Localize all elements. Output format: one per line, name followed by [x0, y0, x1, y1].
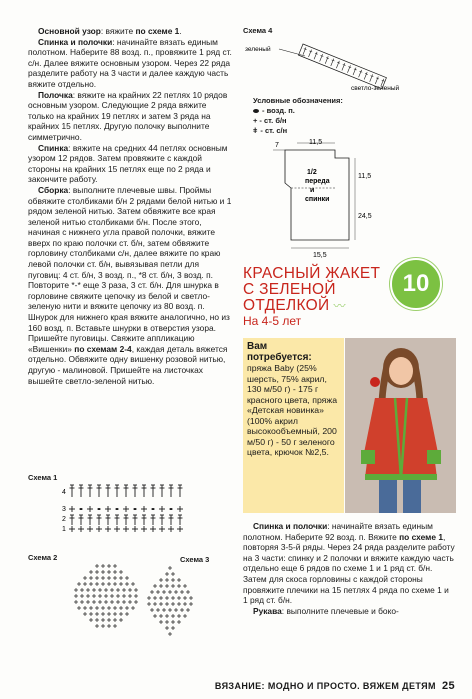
scheme-4-label: Схема 4	[243, 26, 273, 35]
scheme-4-band	[299, 44, 387, 89]
project-number-badge: 10	[390, 258, 442, 310]
child-photo	[345, 338, 456, 513]
dim-7: 7	[275, 142, 279, 149]
part-label-4: спинки	[305, 196, 330, 203]
materials-heading-1: Вам	[247, 341, 268, 352]
dim-15-5: 15,5	[313, 252, 327, 258]
title-line-1: КРАСНЫЙ ЖАКЕТ	[243, 265, 381, 282]
chain-stitch-icon	[253, 109, 259, 113]
paragraph-back-fronts-2: Спинка и полочки: начинайте вязать единым полотном. Наберите 92 возд. п. Вяжите по схеме 1, повторяя 3-5-й ряды. Через 24 ряда разделите работу на 3 части: спинку и 2 полочки и вяжите каждую часть отдельно еще 6 рядов по схеме 1 и 1 ряд ст. б/н. Затем для скоса горловины с каждой стороны провяжите плечики на 15 петлях 4 ряда по схеме 1 и 1 ряд ст. б/н.	[243, 521, 455, 606]
page-footer	[135, 680, 455, 692]
scheme-4-green-label: зеленый	[245, 46, 271, 53]
materials-heading-2: потребуется:	[247, 352, 312, 363]
legend-item-chain: - возд. п.	[253, 106, 343, 116]
part-label-1: 1/2	[307, 169, 317, 176]
scheme-3-label: Схема 3	[180, 555, 210, 564]
materials-text: пряжа Baby (25% шерсть, 75% акрил, 130 м/50 г) - 175 г красного цвета, пряжа «Детская новинка» (100% акрил высокообъемный, 200 м/50 г) - 50 г зеленого цвета, крючок №2,5.	[247, 363, 338, 457]
materials-box	[243, 338, 344, 513]
scheme-3-diagram	[140, 563, 200, 643]
legend-title: Условные обозначения:	[253, 96, 343, 105]
left-column-text	[28, 26, 233, 386]
scheme-4-light-green-label: светло-зеленый	[351, 85, 400, 92]
paragraph-assembly: Сборка: выполните плечевые швы. Проймы обвяжите столбиками б/н 2 рядами белой нитью и 1 рядом зеленой нитью. Затем обвяжите все края зеленой нитью столбиками б/н. После этого, начиная с нижнего угла правой полочки, вяжите вверх по краю полочки ст. б/н, затем обвяжите горловину столбиками с/н, далее вяжите по краю левой полочки ст. б/н, вывязывая петли для пуговиц: 4 ст. б/н, 3 возд. п., *8 ст. б/н, 3 возд. п. Повторите *-* еще 3 раза, 3 ст. б/н. Для шнурка в горловине свяжите цепочку из белой и светло-зеленую нити и вяжите цепочку из 80 возд. п. Шнурок для нижнего края вяжите аналогично, но из 160 возд. п. Вставьте шнурки в отверстия узора. Пришейте пуговицы. Свяжите аппликацию «Вишенки» по схемам 2-4, каждая деталь вяжется отдельно. Обвяжите одну вишенку розовой нитью, другую - малиновой. Пришейте на листочках вышейте светло-зеленой нитью.	[28, 184, 232, 386]
scheme-2-grid	[74, 564, 138, 628]
part-label-3: и	[310, 187, 315, 194]
double-crochet-icon: ǂ	[253, 126, 258, 135]
part-label-2: переда	[305, 178, 330, 185]
dim-11-5-side: 11,5	[358, 173, 372, 180]
scheme-4-diagram	[243, 34, 403, 94]
scheme-1-symbols	[69, 485, 183, 532]
paragraph-sleeves: Рукава: выполните плечевые и боко-	[253, 605, 399, 616]
scheme-1-row-4: 4	[62, 489, 66, 496]
single-crochet-icon: +	[253, 116, 258, 125]
paragraph-front: Полочка: вяжите на крайних 22 петлях 10 рядов основным узором. Следующие 2 ряда вяжите только на крайних 19 петлях и затем 3 ряда на крайних 15 петлях. Другую полочку выполните симметрично.	[28, 89, 228, 142]
legend-item-sc: + - ст. б/н	[253, 116, 287, 125]
footer-title: ВЯЗАНИЕ: МОДНО И ПРОСТО. ВЯЖЕМ ДЕТЯМ	[214, 681, 436, 691]
page-number: 25	[441, 680, 455, 692]
scheme-2-label: Схема 2	[28, 553, 58, 562]
scheme-1-row-3: 3	[62, 506, 66, 513]
paragraph-back: Спинка: вяжите на средних 44 петлях основным узором 12 рядов. Затем провяжите с каждой стороны на крайних 15 петлях еще по 2 ряда и закончите работу.	[28, 142, 228, 185]
swirl-ornament-icon: 〰	[333, 299, 346, 313]
pattern-schematic	[265, 138, 375, 258]
scheme-1-diagram	[60, 483, 200, 533]
legend	[253, 96, 343, 136]
scheme-1-label: Схема 1	[28, 473, 58, 482]
age-range: На 4-5 лет	[243, 314, 302, 328]
scheme-3-grid	[147, 566, 193, 636]
paragraph-main-pattern: Основной узор: вяжите по схеме 1.	[38, 26, 182, 36]
scheme-1-row-2: 2	[62, 516, 66, 523]
scheme-2-diagram	[70, 560, 142, 632]
title-line-2: С ЗЕЛЕНОЙ	[243, 281, 336, 298]
article-title	[243, 266, 393, 328]
paragraph-back-fronts: Спинка и полочки: начинайте вязать единым полотном. Наберите 88 возд. п., провяжите 1 ряд ст. с/н. Далее вяжите основным узором. Через 22 ряда разделите работу на 3 части и далее каждую часть вяжите отдельно.	[28, 36, 232, 89]
child-in-jacket-illustration	[345, 338, 456, 513]
dim-11-5-top: 11,5	[309, 139, 323, 146]
dim-24-5: 24,5	[358, 213, 372, 220]
scheme-1-row-1: 1	[62, 526, 66, 533]
title-line-3: ОТДЕЛКОЙ 〰	[243, 297, 346, 314]
legend-item-dc: ǂ - ст. с/н	[253, 126, 288, 135]
right-column-text	[243, 521, 455, 616]
